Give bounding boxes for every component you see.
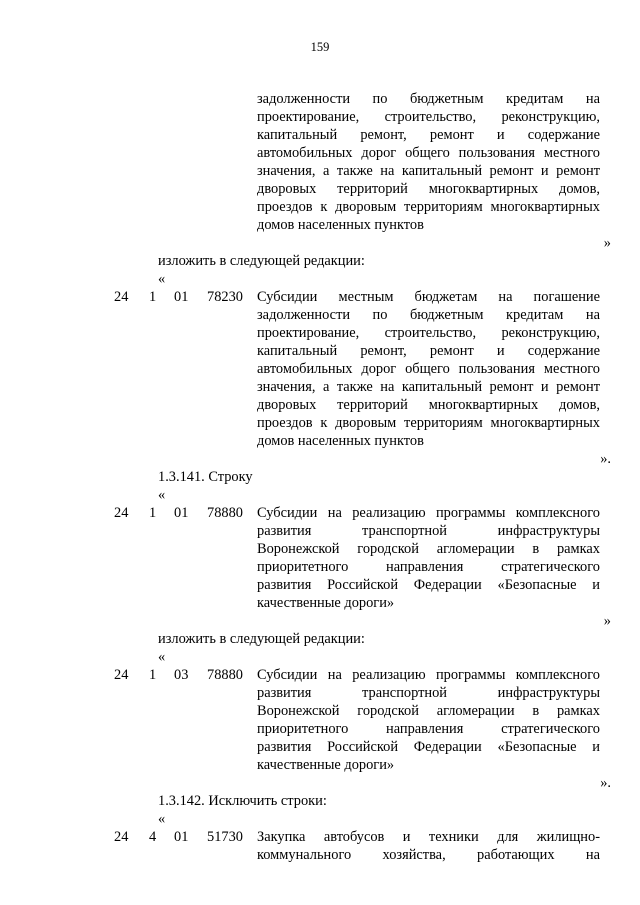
- opening-quote: «: [158, 811, 166, 827]
- code-section: 4: [149, 829, 157, 845]
- description-line: проездов к дворовым территориям многоквартирных: [257, 415, 600, 431]
- closing-quote: ».: [600, 775, 611, 791]
- description-line: домов населенных пунктов: [257, 217, 424, 233]
- description-line: домов населенных пунктов: [257, 433, 424, 449]
- description-line: автомобильных дорог общего пользования местного: [257, 145, 600, 161]
- description-line: приоритетного направления стратегического: [257, 721, 600, 737]
- instruction-paragraph: изложить в следующей редакции:: [158, 253, 365, 269]
- closing-quote: »: [603, 613, 611, 629]
- description-line: Воронежской городской агломерации в рамках: [257, 541, 600, 557]
- description-line: капитальный ремонт, ремонт и содержание: [257, 343, 600, 359]
- code-article: 78880: [207, 505, 243, 521]
- description-line: развития Российской Федерации «Безопасные и: [257, 577, 600, 593]
- closing-quote: »: [603, 235, 611, 251]
- code-chapter: 24: [114, 505, 129, 521]
- code-chapter: 24: [114, 667, 129, 683]
- description-line: качественные дороги»: [257, 757, 395, 773]
- code-section: 1: [149, 505, 157, 521]
- description-line: Субсидии местным бюджетам на погашение: [257, 289, 600, 305]
- code-subsection: 01: [174, 829, 189, 845]
- opening-quote: «: [158, 649, 166, 665]
- description-line: значения, а также на капитальный ремонт и ремонт: [257, 163, 600, 179]
- code-chapter: 24: [114, 289, 129, 305]
- page-number: 159: [310, 40, 330, 54]
- description-line: капитальный ремонт, ремонт и содержание: [257, 127, 600, 143]
- code-subsection: 03: [174, 667, 189, 683]
- code-subsection: 01: [174, 289, 189, 305]
- description-line: коммунального хозяйства, работающих на: [257, 847, 600, 863]
- description-line: задолженности по бюджетным кредитам на: [257, 307, 600, 323]
- description-line: качественные дороги»: [257, 595, 395, 611]
- description-line: Субсидии на реализацию программы комплексного: [257, 667, 600, 683]
- description-line: дворовых территорий многоквартирных домов,: [257, 397, 600, 413]
- opening-quote: «: [158, 271, 166, 287]
- description-line: Воронежской городской агломерации в рамках: [257, 703, 600, 719]
- description-line: Субсидии на реализацию программы комплексного: [257, 505, 600, 521]
- description-line: развития Российской Федерации «Безопасные и: [257, 739, 600, 755]
- code-article: 78880: [207, 667, 243, 683]
- description-line: приоритетного направления стратегического: [257, 559, 600, 575]
- code-article: 78230: [207, 289, 243, 305]
- code-section: 1: [149, 289, 157, 305]
- closing-quote: ».: [600, 451, 611, 467]
- description-line: проектирование, строительство, реконструкцию,: [257, 325, 600, 341]
- description-line: задолженности по бюджетным кредитам на: [257, 91, 600, 107]
- description-line: проездов к дворовым территориям многоквартирных: [257, 199, 600, 215]
- description-line: автомобильных дорог общего пользования местного: [257, 361, 600, 377]
- opening-quote: «: [158, 487, 166, 503]
- code-subsection: 01: [174, 505, 189, 521]
- description-line: развития транспортной инфраструктуры: [257, 685, 600, 701]
- instruction-paragraph: изложить в следующей редакции:: [158, 631, 365, 647]
- description-line: Закупка автобусов и техники для жилищно-: [257, 829, 600, 845]
- section-heading: 1.3.141. Строку: [158, 469, 253, 485]
- code-chapter: 24: [114, 829, 129, 845]
- section-heading: 1.3.142. Исключить строки:: [158, 793, 327, 809]
- code-section: 1: [149, 667, 157, 683]
- description-line: проектирование, строительство, реконструкцию,: [257, 109, 600, 125]
- description-line: значения, а также на капитальный ремонт и ремонт: [257, 379, 600, 395]
- description-line: развития транспортной инфраструктуры: [257, 523, 600, 539]
- code-article: 51730: [207, 829, 243, 845]
- description-line: дворовых территорий многоквартирных домов,: [257, 181, 600, 197]
